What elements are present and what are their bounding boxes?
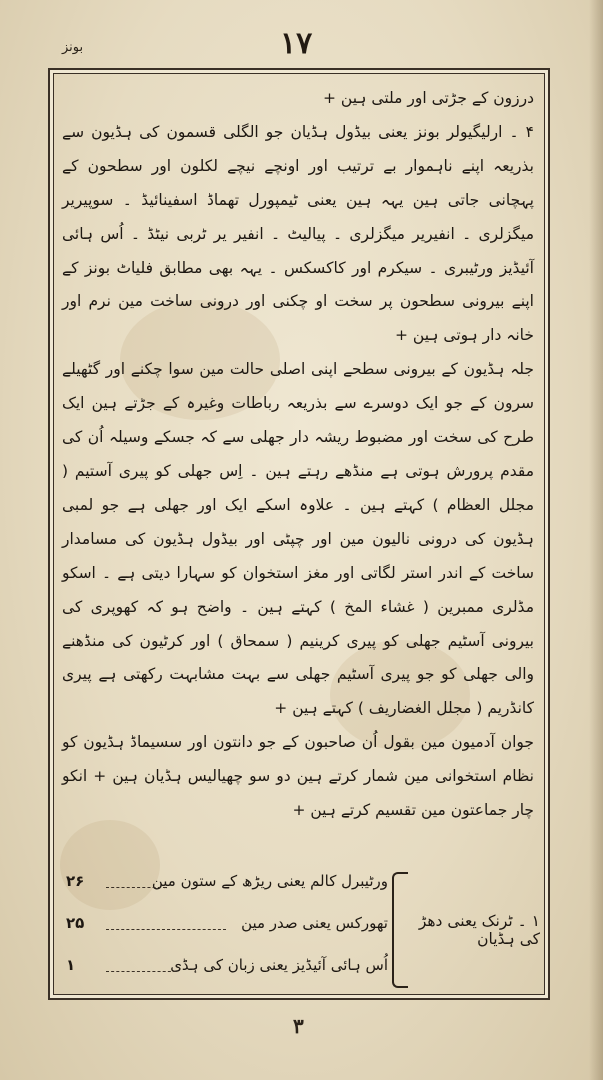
table-brace <box>392 872 408 988</box>
row-label: تھورکس یعنی صدر مین <box>241 914 388 932</box>
table-group-label: ۱ ۔ ٹرنک یعنی دھڑ کی ہڈیان <box>418 912 540 948</box>
table-row <box>66 956 388 984</box>
dotted-leader <box>106 929 226 930</box>
running-header: بونز <box>62 40 84 55</box>
row-label: ورٹیبرل کالم یعنی ریڑھ کے ستون مین <box>151 872 388 890</box>
table-row <box>66 872 388 900</box>
page-edge-shadow <box>589 0 603 1080</box>
paragraph-bone-count: جوان آدمیون مین بقول اُن صاحبون کے جو دانتون اور سسیماڈ ہڈیون کو نظام استخوانی مین شمار کرتے ہین دو سو چھیالیس ہڈیان ہین + انکو چار جماعتون مین تقسیم کرتے ہین + <box>62 733 534 820</box>
row-count: ۱ <box>66 956 76 974</box>
dotted-leader <box>106 887 166 888</box>
page-number: ۱۷ <box>280 26 313 61</box>
table-row <box>66 914 388 942</box>
dotted-leader <box>106 971 176 972</box>
row-count: ۲۵ <box>66 914 85 932</box>
body-text <box>62 82 534 828</box>
paragraph-irregular-bones: ۴ ۔ ارلیگیولر بونز یعنی بیڈول ہڈیان جو الگلی قسمون کی ہڈیون سے بذریعہ اپنے ناہموار بے ترتیب اور اونچے نیچے لکلون اور سطحون کے پہچانی جاتی ہین یہہ ہین یعنی ٹیمپورل تھماڈ اسفینائیڈ ۔ سوپیریر میگزلری ۔ انفیریر میگزلری ۔ پیالیٹ ۔ انفیر یر ٹربی نیٹڈ ۔ اُس ہائی آئیڈیز ورٹیبری ۔ سیکرم اور کاکسکس ۔ یہہ بھی مطابق فلیاٹ بونز کے اپنے بیرونی سطحون پر سخت او چکنی اور درونی ساخت مین نرم اور خانہ دار ہوتی ہین + <box>62 122 534 345</box>
row-label: اُس ہائی آئیڈیز یعنی زبان کی ہڈی <box>170 956 388 974</box>
signature-mark: ۳ <box>293 1014 304 1038</box>
paragraph-membranes: جلہ ہڈیون کے بیرونی سطحے اپنی اصلی حالت مین سوا چکنے اور گٹھیلے سرون کے جو ایک دوسرے سے بذریعہ رباطات وغیرہ کے جڑتے ہین ایک طرح کی سخت اور مضبوط ریشہ دار جھلی سے کہ جسکے وسیلہ اُن کی مقدم پرورش ہوتی ہے منڈھے رہتے ہین ۔ اِس جھلی کو پیری آستیم ( مجلل العظام ) کہتے ہین ۔ علاوہ اسکے ایک اور جھلی ہے جو لمبی ہڈیون کی درونی نالیون مین اور چپٹی اور بیڈول ہڈیون کی مسامدار ساخت کے اندر استر لگاتی اور مغز استخوان کو سہارا دیتی ہے ۔ اسکو مڈلری ممبرین ( غشاء المخ ) کہتے ہین ۔ واضح ہو کہ کھوپری کی بیرونی آسٹیم جھلی کو پیری کرینیم ( سمحاق ) اور کرٹیون کی منڈھنے والی جھلی کو جو پیری آسٹیم جھلی سے بہت مشابہت رکھتی ہے پیری کانڈریم ( مجلل الغضاریف ) کہتے ہین + <box>62 360 534 718</box>
row-count: ۲۶ <box>66 872 85 890</box>
paragraph-intro: درزون کے جڑتی اور ملتی ہین + <box>323 89 534 107</box>
